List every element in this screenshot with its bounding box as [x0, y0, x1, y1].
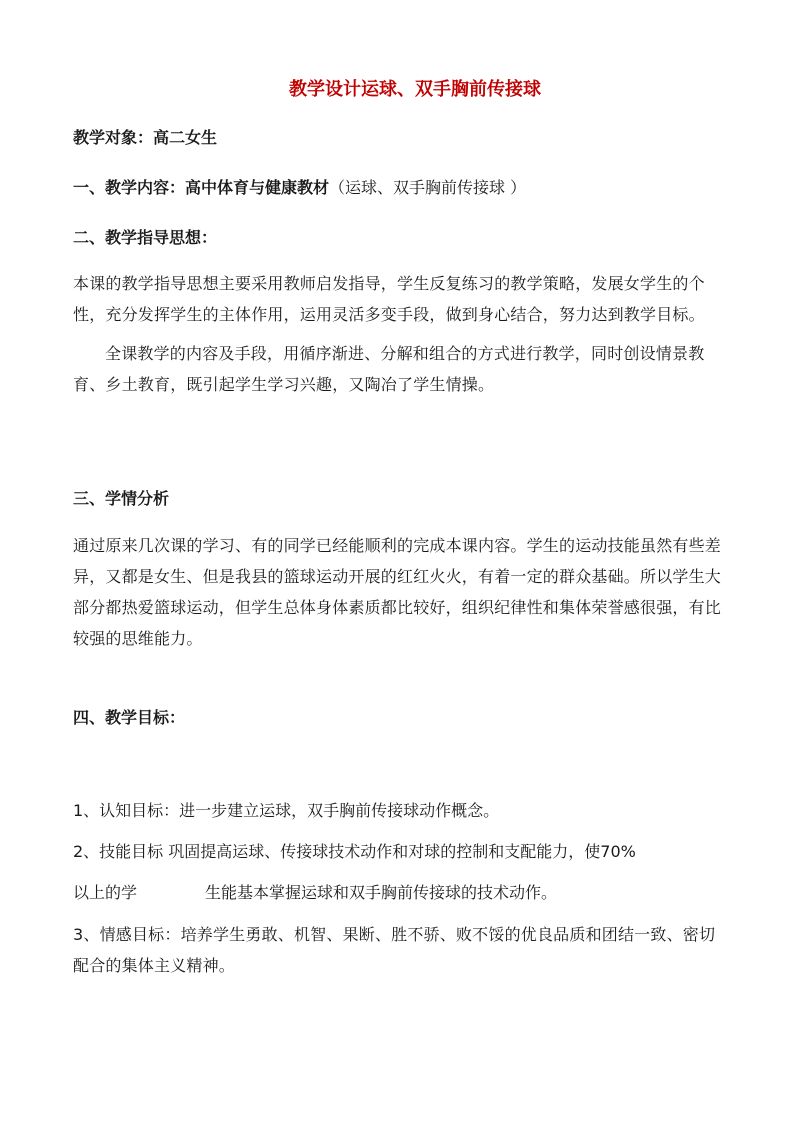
- section-3-paragraph: 通过原来几次课的学习、有的同学已经能顺利的完成本课内容。学生的运动技能虽然有些差异，又都是女生、但是我县的篮球运动开展的红红火火，有着一定的群众基础。所以学生大部分都热爱篮球运动，但学生总体身体素质都比较好，组织纪律性和集体荣誉感很强，有比较强的思维能力。: [73, 536, 722, 648]
- document-title: 教学设计运球、双手胸前传接球: [289, 79, 541, 100]
- section-2-heading: 二、教学指导思想：: [73, 228, 218, 247]
- section-1-heading: 一、教学内容：高中体育与健康教材: [73, 178, 330, 197]
- teaching-target: 教学对象：高二女生: [73, 128, 218, 147]
- section-2-body: [73, 268, 723, 400]
- section-2-paragraph-1: 本课的教学指导思想主要采用教师启发指导，学生反复练习的教学策略，发展女学生的个性，充分发挥学生的主体作用，运用灵活多变手段，做到身心结合，努力达到教学目标。: [73, 274, 705, 324]
- goal-2-line-1: 2、技能目标 巩固提高运球、传接球技术动作和对球的控制和支配能力，使70%: [73, 842, 636, 861]
- goal-2-line-2-start: 以上的学: [73, 883, 138, 902]
- section-1-detail: （运球、双手胸前传接球 ）: [329, 178, 527, 197]
- goal-3-block: [73, 919, 723, 981]
- section-1-heading-line: [73, 177, 526, 199]
- goal-2-line-2: [73, 882, 557, 904]
- section-3-heading: 三、学情分析: [73, 489, 170, 508]
- section-4-heading: 四、教学目标：: [73, 708, 186, 727]
- section-2-paragraph-2: 全课教学的内容及手段，用循序渐进、分解和组合的方式进行教学，同时创设情景教育、乡土教育，既引起学生学习兴趣，又陶冶了学生情操。: [73, 344, 705, 394]
- goal-2-line-2-end: 生能基本掌握运球和双手胸前传接球的技术动作。: [205, 883, 558, 902]
- goal-1: 1、认知目标：进一步建立运球，双手胸前传接球动作概念。: [73, 801, 500, 820]
- section-3-body: [73, 530, 723, 654]
- goal-3: 3、情感目标：培养学生勇敢、机智、果断、胜不骄、败不馁的优良品质和团结一致、密切配合的集体主义精神。: [73, 925, 716, 975]
